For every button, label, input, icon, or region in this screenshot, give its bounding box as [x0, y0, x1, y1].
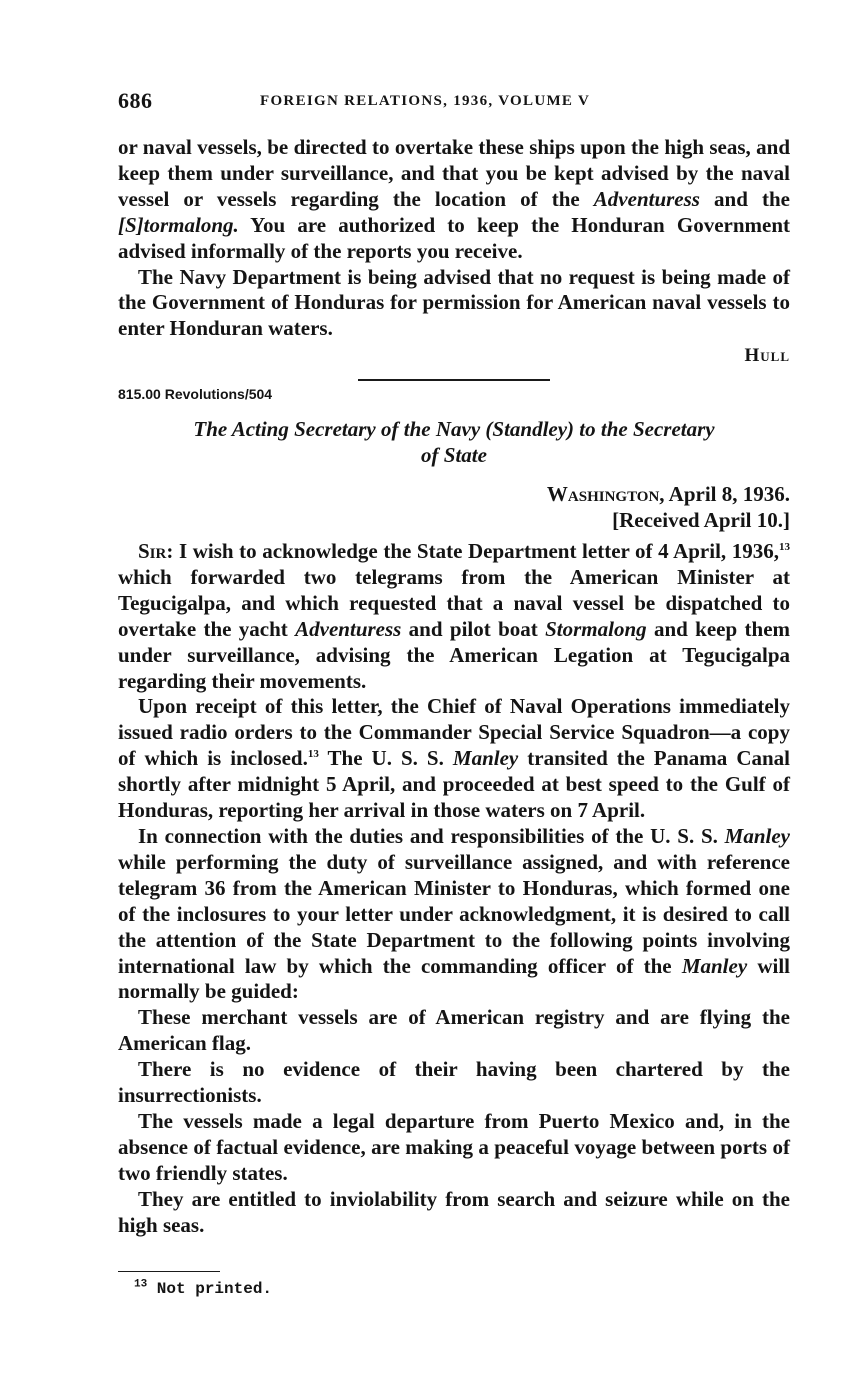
footnote [134, 1280, 272, 1298]
dateline-place: Washington, [546, 482, 665, 506]
footnote-text: Not printed. [147, 1280, 273, 1298]
footnote-ref[interactable]: 13 [779, 541, 790, 553]
ship-name: [S]tormalong. [118, 212, 239, 237]
dateline-date: April 8, 1936. [664, 482, 790, 506]
paragraph [118, 824, 790, 1005]
document-title [118, 416, 790, 468]
ship-name: Adventuress [593, 186, 700, 211]
text-run: or naval vessels, be directed to overtake these ships upon the high seas, and keep them under surveillance, and that you be kept advised by the naval vessel or vessels regarding the location of the [118, 135, 790, 211]
section-divider [358, 379, 550, 381]
salutation: Sir [138, 539, 167, 563]
text-run: The U. S. S. [318, 746, 453, 771]
footnote-divider [118, 1271, 220, 1272]
text-run: You are authorized to keep the Honduran Government advised informally of the reports you receive. [118, 212, 790, 263]
text-run: and the [699, 186, 790, 211]
text-run: while performing the duty of surveillance assigned, and with reference telegram 36 from the American Minister to Honduras, which formed one of the inclosures to your letter under acknowledgment, it is desired to call the attention of the State Department to the following points involving international law by which the commanding officer of the [118, 849, 790, 978]
ship-name: Manley [724, 823, 790, 848]
dateline [547, 482, 790, 507]
paragraph [118, 539, 790, 694]
page-header [118, 88, 790, 118]
paragraph: The vessels made a legal departure from Puerto Mexico and, in the absence of factual evidence, are making a peaceful voyage between ports of two friendly states. [118, 1108, 790, 1185]
ship-name: Stormalong [545, 616, 647, 641]
paragraph [118, 694, 790, 824]
text-run: transited the Panama Canal shortly after midnight 5 April, and proceeded at best speed to the Gulf of Honduras, reporting her arrival in those waters on 7 April. [118, 746, 791, 823]
text-run: In connection with the duties and responsibilities of the U. S. S. [138, 823, 725, 848]
letter-body [118, 539, 790, 1238]
paragraph: There is no evidence of their having been chartered by the insurrectionists. [118, 1057, 790, 1108]
text-run: and pilot boat [401, 616, 546, 641]
received-date: [Received April 10.] [612, 508, 790, 532]
footnote-marker: 13 [134, 1278, 148, 1291]
title-line: of State [421, 443, 487, 467]
title-line: The Acting Secretary of the Navy (Standley) to the Secretary [193, 417, 715, 441]
previous-document-text [118, 135, 790, 342]
footnote-ref[interactable]: 13 [307, 748, 319, 761]
paragraph: The Navy Department is being advised that no request is being made of the Government of Honduras for permission for American naval vessels to enter Honduran waters. [118, 264, 790, 341]
ship-name: Manley [452, 746, 519, 771]
text-run: which forwarded two telegrams from the American Minister at Tegucigalpa, and which requested that a naval vessel be dispatched to overtake the yacht [118, 564, 790, 641]
paragraph [118, 135, 790, 265]
ship-name: Adventuress [295, 616, 402, 641]
text-run: Upon receipt of this letter, the Chief of Naval Operations immediately issued radio orders to the Commander Special Service Squadron—a copy of which is inclosed. [118, 694, 790, 771]
running-title: FOREIGN RELATIONS, 1936, VOLUME V [260, 93, 591, 109]
text-run: : I wish to acknowledge the State Department letter of 4 April, 1936, [166, 539, 779, 563]
page-number: 686 [118, 88, 153, 113]
text-run: and keep them under surveillance, advising the American Legation at Tegucigalpa regarding their movements. [118, 616, 791, 693]
ship-name: Manley [681, 953, 748, 978]
text-run: will normally be guided: [118, 953, 791, 1004]
file-number: 815.00 Revolutions/504 [118, 386, 273, 402]
paragraph: They are entitled to inviolability from search and seizure while on the high seas. [118, 1186, 790, 1237]
paragraph: These merchant vessels are of American registry and are flying the American flag. [118, 1005, 790, 1056]
signature: Hull [744, 345, 790, 366]
